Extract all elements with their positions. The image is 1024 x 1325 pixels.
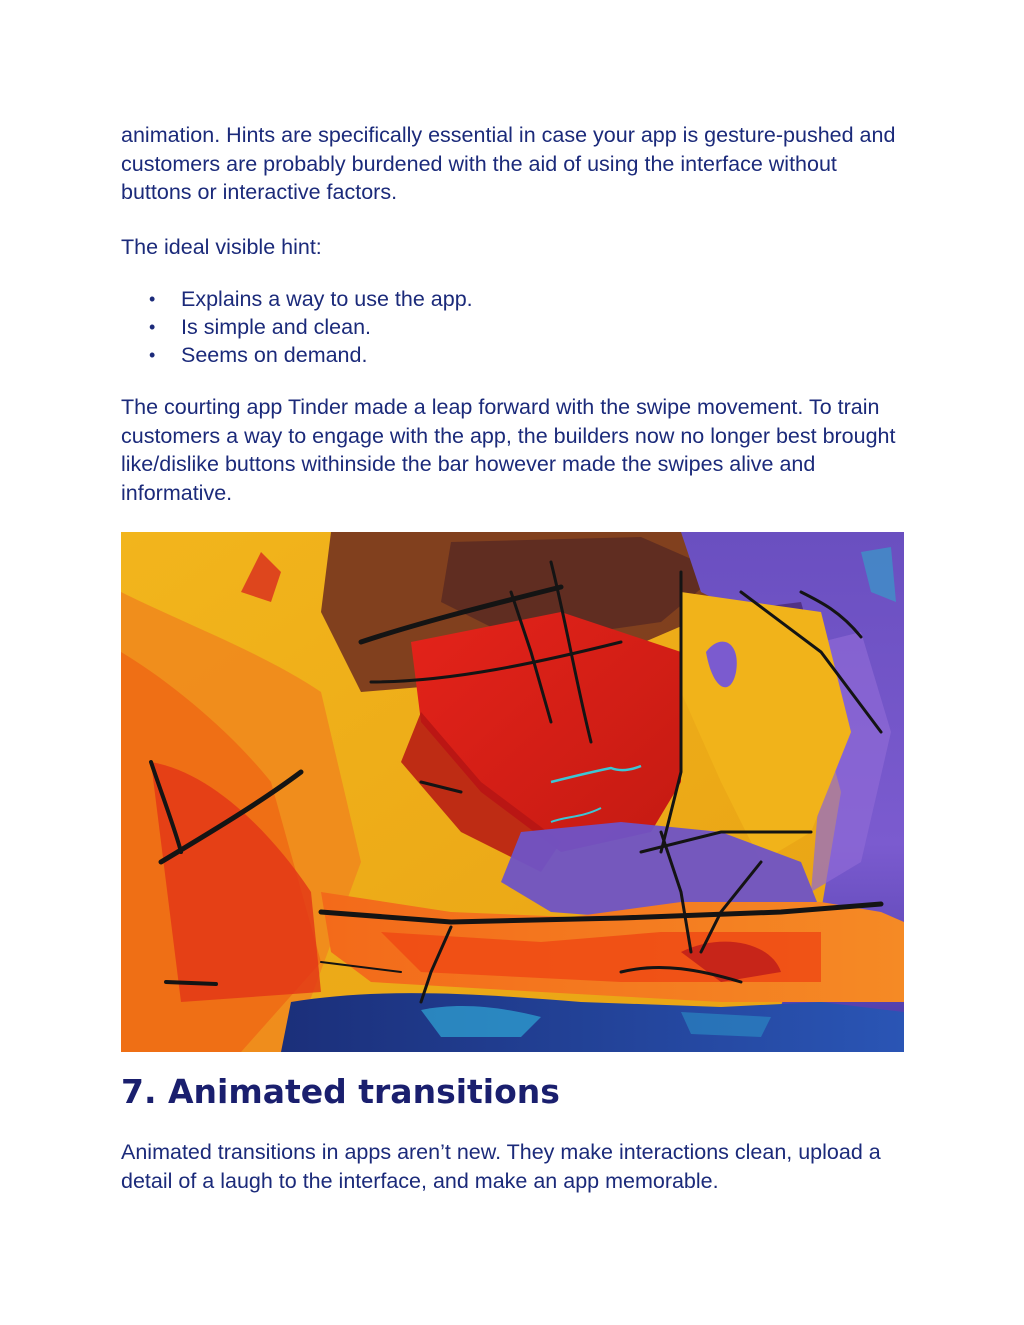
bullet-icon: • xyxy=(149,345,156,365)
document-page xyxy=(121,121,911,1195)
tinder-paragraph: The courting app Tinder made a leap forward with the swipe movement. To train customers a way to engage with the app, the builders now no longer best brought like/dislike buttons withinside the bar however made the swipes alive and informative. xyxy=(121,395,896,505)
section-heading: 7. Animated transitions xyxy=(121,1072,560,1111)
list-item xyxy=(121,341,911,369)
intro-paragraph: animation. Hints are specifically essential in case your app is gesture-pushed and customers are probably burdened with the aid of using the interface without buttons or interactive factors. xyxy=(121,123,896,204)
bullet-icon: • xyxy=(149,317,156,337)
list-item-text: Is simple and clean. xyxy=(181,315,372,339)
abstract-painting-image xyxy=(121,532,904,1052)
transitions-paragraph: Animated transitions in apps aren’t new. They make interactions clean, upload a detail of a laugh to the interface, and make an app memorable. xyxy=(121,1140,881,1193)
hint-list xyxy=(121,285,911,369)
bullet-icon: • xyxy=(149,289,156,309)
list-item-text: Explains a way to use the app. xyxy=(181,287,473,311)
list-item xyxy=(121,313,911,341)
hint-lead-paragraph: The ideal visible hint: xyxy=(121,234,322,259)
list-item-text: Seems on demand. xyxy=(181,343,368,367)
list-item xyxy=(121,285,911,313)
